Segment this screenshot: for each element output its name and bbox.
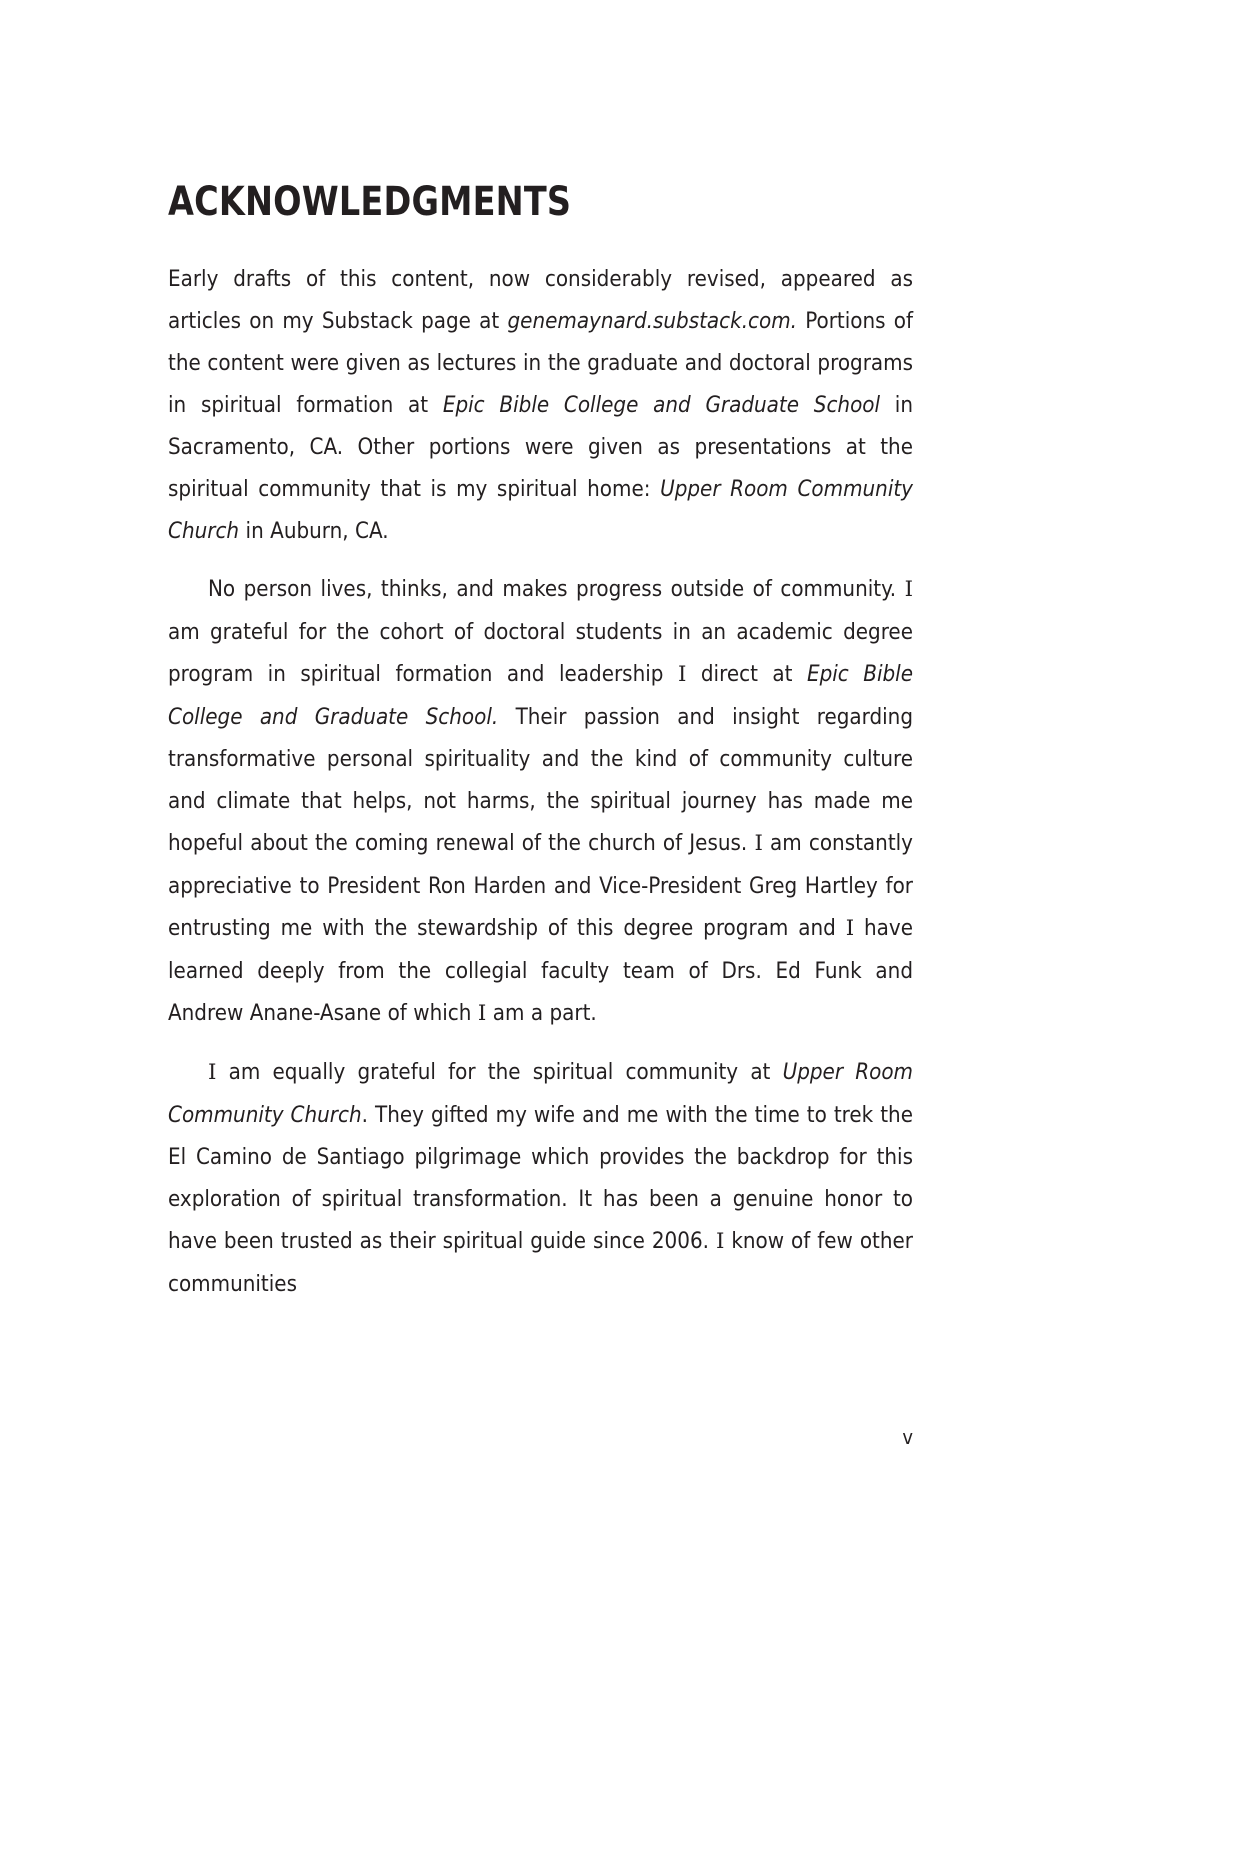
body-text	[168, 258, 913, 1305]
pronoun-i: I	[845, 916, 855, 941]
pronoun-i: I	[754, 831, 763, 856]
text-run: know of few other communities	[168, 1228, 913, 1297]
paragraph	[168, 1051, 913, 1305]
paragraph	[168, 568, 913, 1035]
text-run: Early drafts of this content, now considerably revised, appeared as articles on my Substack page at	[168, 266, 913, 334]
text-run: am equally grateful for the spiritual community at	[216, 1059, 783, 1085]
italic-run: Epic Bible College and Graduate School	[442, 392, 881, 418]
page-number: v	[902, 1425, 913, 1449]
text-run: am constantly appreciative to President Ron Harden and Vice-President Greg Hartley for entrusting me with the stewardship of this degree program and	[168, 830, 913, 941]
paragraph	[168, 258, 913, 552]
text-run: in Auburn, CA.	[239, 518, 389, 544]
text-run: in Sacramento, CA. Other portions were given as presentations at the spiritual community that is my spiritual home:	[168, 392, 913, 502]
italic-run: genemaynard.substack.com.	[507, 308, 797, 334]
text-run: am grateful for the cohort of doctoral students in an academic degree program in spiritual formation and leadership	[168, 619, 913, 687]
italic-run: Epic Bible College and Graduate School.	[168, 661, 914, 730]
page-content	[168, 176, 913, 1305]
pronoun-i: I	[477, 1001, 487, 1026]
text-run: direct at	[686, 661, 807, 687]
text-run: Their passion and insight regarding transformative personal spirituality and the kind of community culture and climate that helps, not harms, the spiritual journey has made me hopeful about the coming renewal of the church of Jesus.	[168, 704, 914, 856]
italic-run: Upper Room Community Church	[168, 1059, 913, 1128]
italic-run: Upper Room Community Church	[168, 476, 913, 544]
pronoun-i: I	[677, 662, 687, 687]
text-run: have learned deeply from the collegial faculty team of Drs. Ed Funk and Andrew Anane-Asane of which	[168, 915, 913, 1026]
text-run: No person lives, thinks, and makes progress outside of community.	[208, 576, 905, 602]
pronoun-i: I	[208, 1060, 217, 1085]
pronoun-i: I	[715, 1229, 725, 1254]
pronoun-i: I	[904, 577, 913, 602]
page-title: ACKNOWLEDGMENTS	[168, 179, 572, 225]
text-run: am a part.	[486, 1000, 597, 1026]
text-run: . They gifted my wife and me with the time to trek the El Camino de Santiago pilgrimage which provides the backdrop for this exploration of spiritual transformation. It has been a genuine honor to have been trusted as their spiritual guide since 2006.	[168, 1102, 913, 1254]
text-run: Portions of the content were given as lectures in the graduate and doctoral programs in spiritual formation at	[168, 308, 913, 418]
